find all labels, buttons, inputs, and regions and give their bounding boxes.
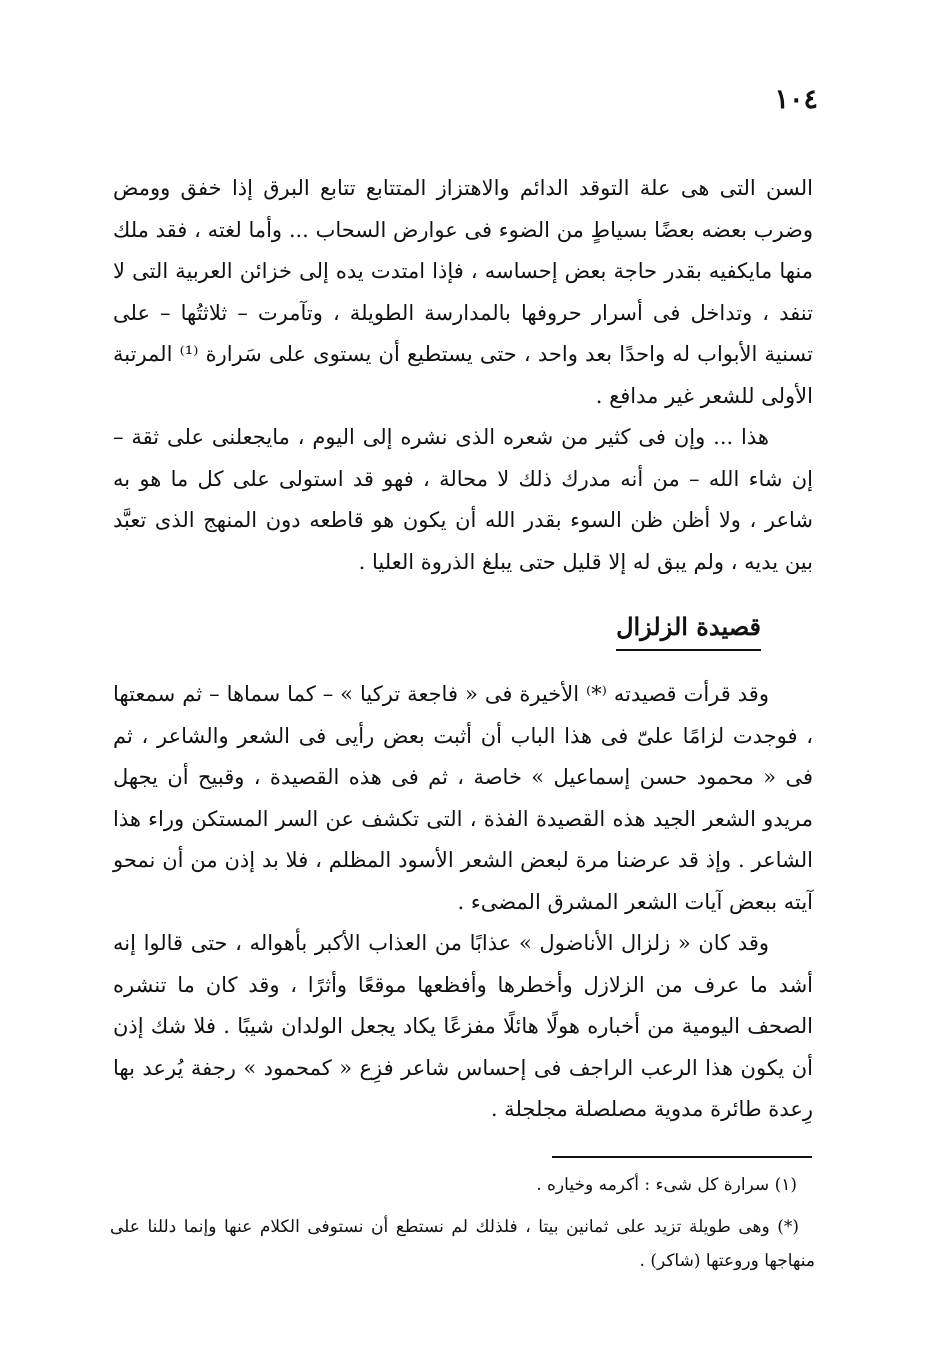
footnote: (١) سرارة كل شىء : أكرمه وخياره . [536,1175,797,1195]
section-body [113,674,813,1131]
page-number: ١٠٤ [774,84,818,115]
section-heading: قصيدة الزلزال [616,612,761,651]
footnotes [110,1168,815,1286]
intro-text [113,168,813,583]
paragraph: وقد كان « زلزال الأناضول » عذابًا من العذاب الأكبر بأهواله ، حتى قالوا إنه أشد ما عرف من الزلازل وأخطرها وأفظعها موقعًا وأثرًا ، وقد كان ما تنشره الصحف اليومية من أخباره هولًا هائلًا مفزعًا يكاد يجعل الولدان شيبًا . فلا شك إذن أن يكون هذا الرعب الراجف فى إحساس شاعر فزِع « كمحمود » رجفة يُرعد بها رِعدة طائرة مدوية مصلصلة مجلجلة . [113,931,813,1121]
footnote-separator [552,1156,812,1158]
paragraph: وقد قرأت قصيدته ⁽*⁾ الأخيرة فى « فاجعة تركيا » – كما سماها – ثم سمعتها ، فوجدت لزامًا علىّ فى هذا الباب أن أثبت بعض رأيى فى الشعر والشاعر ، ثم فى « محمود حسن إسماعيل » خاصة ، ثم فى هذه القصيدة ، وقبيح أن يجهل مريدو الشعر الجيد هذه القصيدة الفذة ، التى تكشف عن السر المستكن وراء هذا الشاعر . وإذ قد عرضنا مرة لبعض الشعر الأسود المظلم ، فلا بد إذن من أن نمحو آيته ببعض آيات الشعر المشرق المضىء . [113,682,813,914]
footnote: (*) وهى طويلة تزيد على ثمانين بيتا ، فلذلك لم نستطع أن نستوفى الكلام عنها وإنما دللنا على منهاجها وروعتها (شاكر) . [110,1217,815,1271]
paragraph: السن التى هى علة التوقد الدائم والاهتزاز المتتابع تتابع البرق إذا خفق وومض وضرب بعضه بعضًا بسياطٍ من الضوء فى عوارض السحاب ... وأما لغته ، فقد ملك منها مايكفيه بقدر حاجة بعض إحساسه ، فإذا امتدت يده إلى خزائن العربية التى لا تنفد ، وتداخل فى أسرار حروفها بالمدارسة الطويلة ، وتآمرت – ثلاثتُها – على تسنية الأبواب له واحدًا بعد واحد ، حتى يستطيع أن يستوى على سَرارة ⁽¹⁾ المرتبة الأولى للشعر غير مدافع . [113,176,814,408]
paragraph: هذا ... وإن فى كثير من شعره الذى نشره إلى اليوم ، مايجعلنى على ثقة – إن شاء الله – من أنه مدرك ذلك لا محالة ، فهو قد استولى على كل ما هو به شاعر ، ولا أظن ظن السوء بقدر الله أن يكون هو قاطعه دون المنهج الذى تعبَّد بين يديه ، ولم يبق له إلا قليل حتى يبلغ الذروة العليا . [113,425,813,574]
